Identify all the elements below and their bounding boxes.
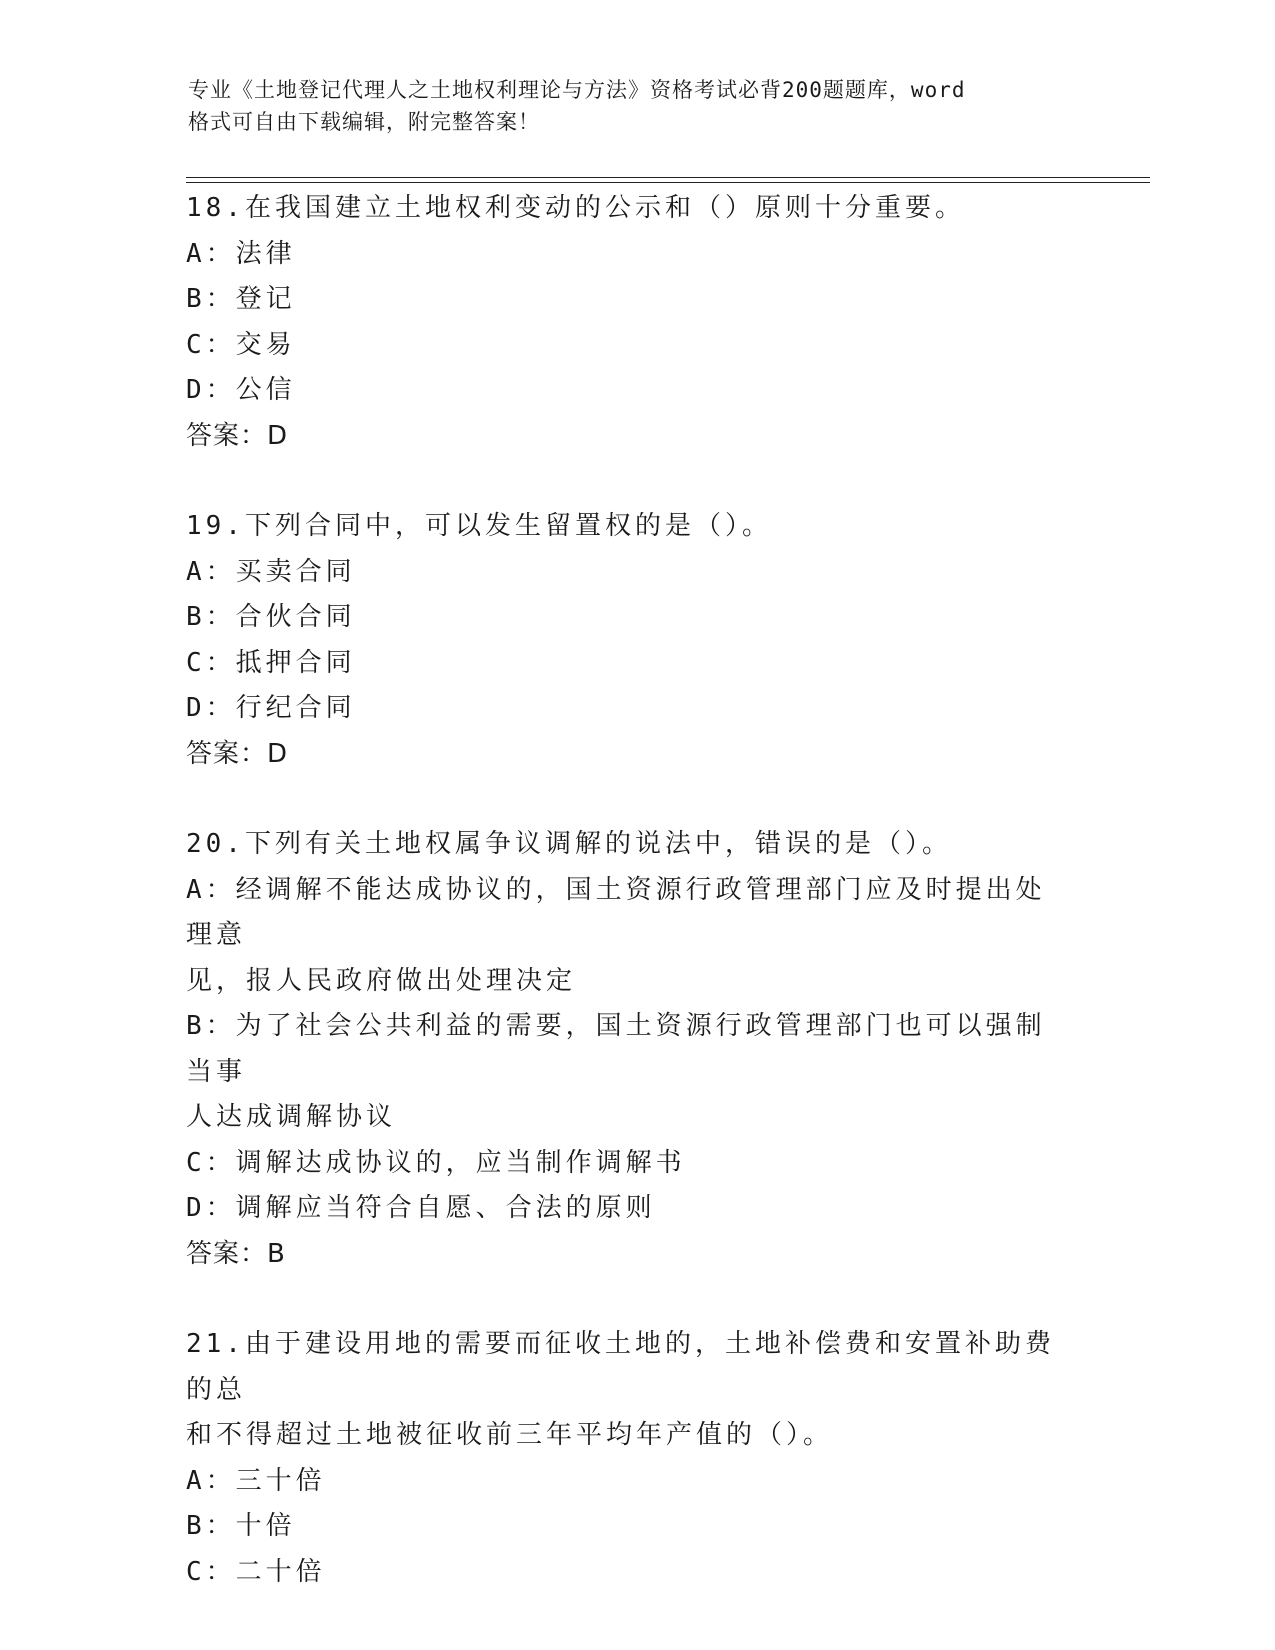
option-b: B：登记 — [186, 284, 296, 314]
question-19 — [186, 504, 1066, 777]
question-21 — [186, 1322, 1066, 1595]
option-c: C：抵押合同 — [186, 647, 356, 678]
question-stem: 19.下列合同中，可以发生留置权的是（）。 — [186, 511, 772, 541]
option-d: D：行纪合同 — [186, 693, 356, 723]
option-a: A：法律 — [186, 238, 296, 269]
option-a: A：三十倍 — [186, 1465, 326, 1496]
document-header — [188, 74, 1068, 138]
answer-label: 答案：B — [186, 1238, 286, 1269]
option-a: A：经调解不能达成协议的，国土资源行政管理部门应及时提出处理意 — [186, 874, 1046, 950]
question-stem: 20.下列有关土地权属争议调解的说法中，错误的是（）。 — [186, 829, 952, 859]
option-b: B：合伙合同 — [186, 602, 356, 632]
question-20 — [186, 822, 1066, 1277]
option-b: B：为了社会公共利益的需要，国土资源行政管理部门也可以强制当事 — [186, 1011, 1046, 1087]
option-c: C：调解达成协议的，应当制作调解书 — [186, 1147, 686, 1178]
header-double-rule — [186, 177, 1150, 183]
header-line-2: 格式可自由下载编辑，附完整答案！ — [188, 110, 540, 134]
option-c: C：交易 — [186, 329, 296, 360]
option-b: B：十倍 — [186, 1511, 296, 1541]
option-a: A：买卖合同 — [186, 556, 356, 587]
question-stem: 21.由于建设用地的需要而征收土地的，土地补偿费和安置补助费的总 — [186, 1329, 1055, 1405]
option-d: D：调解应当符合自愿、合法的原则 — [186, 1193, 656, 1223]
option-d: D：公信 — [186, 375, 296, 405]
question-18 — [186, 186, 1066, 459]
option-b-continued: 人达成调解协议 — [186, 1102, 397, 1132]
question-list — [186, 186, 1066, 1595]
option-a-continued: 见，报人民政府做出处理决定 — [186, 965, 577, 996]
header-line-1: 专业《土地登记代理人之土地权利理论与方法》资格考试必背200题题库，word — [188, 78, 966, 102]
answer-label: 答案：D — [186, 738, 289, 769]
answer-label: 答案：D — [186, 420, 289, 451]
question-stem: 18.在我国建立土地权利变动的公示和（）原则十分重要。 — [186, 193, 965, 223]
question-stem-continued: 和不得超过土地被征收前三年平均年产值的（）。 — [186, 1420, 834, 1450]
option-c: C：二十倍 — [186, 1556, 326, 1587]
